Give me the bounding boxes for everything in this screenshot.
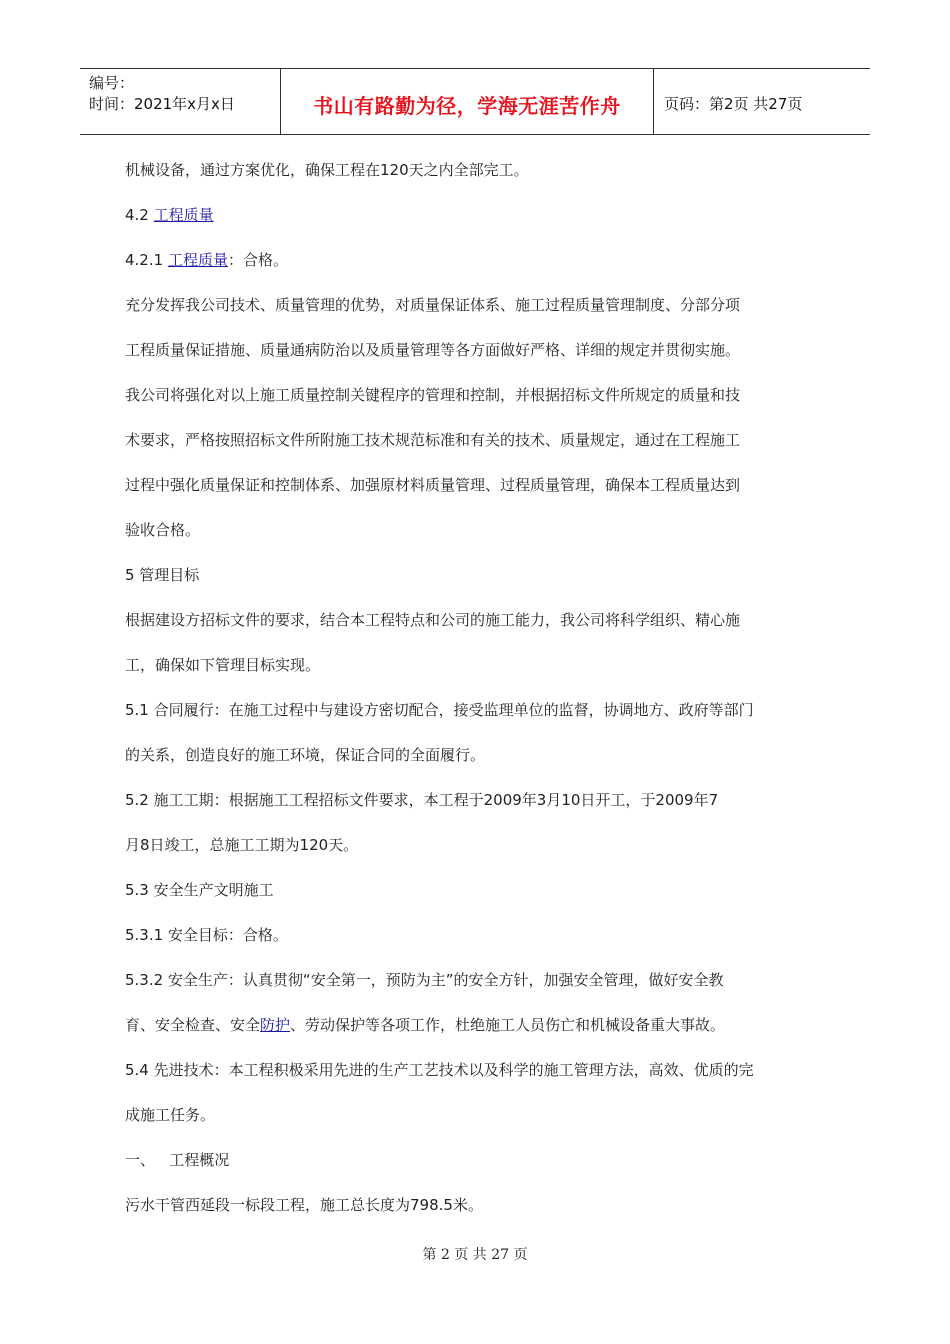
text-line: 的关系，创造良好的施工环境，保证合同的全面履行。 — [125, 746, 486, 764]
footer-page-number: 第 2 页 共 27 页 — [422, 1247, 528, 1263]
section-heading-project-overview: 一、 工程概况 — [125, 1151, 230, 1169]
text-line: 成施工任务。 — [125, 1106, 216, 1124]
document-number-label: 编号： — [89, 74, 135, 92]
paragraph-text: 育、安全检查、安全 — [125, 1016, 261, 1034]
text-line: 工，确保如下管理目标实现。 — [125, 656, 321, 674]
section-number: 4.2.1 — [125, 251, 168, 269]
header-motto: 书山有路勤为径，学海无涯苦作舟 — [281, 69, 654, 134]
paragraph-text: 、劳动保护等各项工作，杜绝施工人员伤亡和机械设备重大事故。 — [290, 1016, 726, 1034]
protection-link[interactable]: 防护 — [260, 1016, 291, 1034]
text-line: 5.2 施工工期：根据施工工程招标文件要求，本工程于2009年3月10日开工，于2009年7 — [125, 791, 719, 809]
paragraph-text: ：合格。 — [227, 251, 288, 269]
section-heading-4-2-1 — [125, 238, 835, 283]
section-heading-5-3: 5.3 安全生产文明施工 — [125, 881, 274, 899]
text-line: 术要求，严格按照招标文件所附施工技术规范标准和有关的技术、质量规定，通过在工程施工 — [125, 431, 741, 449]
text-line: 5.3.2 安全生产：认真贯彻“安全第一，预防为主”的安全方针，加强安全管理，做好安全教 — [125, 971, 724, 989]
page-footer — [0, 1244, 950, 1264]
text-line: 污水干管西延段一标段工程，施工总长度为798.5米。 — [125, 1196, 483, 1214]
text-line: 月8日竣工，总施工工期为120天。 — [125, 836, 359, 854]
header-page-info: 页码：第2页 共27页 — [664, 95, 803, 113]
paragraph: 机械设备，通过方案优化，确保工程在120天之内全部完工。 — [125, 161, 529, 179]
section-number: 4.2 — [125, 206, 154, 224]
text-line: 根据建设方招标文件的要求，结合本工程特点和公司的施工能力，我公司将科学组织、精心施 — [125, 611, 741, 629]
text-line: 我公司将强化对以上施工质量控制关键程序的管理和控制，并根据招标文件所规定的质量和技 — [125, 386, 741, 404]
section-heading-4-2 — [125, 193, 835, 238]
page-header — [80, 68, 870, 135]
text-line: 过程中强化质量保证和控制体系、加强原材料质量管理、过程质量管理，确保本工程质量达到 — [125, 476, 741, 494]
engineering-quality-link[interactable]: 工程质量 — [153, 206, 214, 224]
section-heading-5: 5 管理目标 — [125, 566, 200, 584]
document-body — [125, 148, 835, 1228]
header-meta — [80, 69, 281, 134]
section-heading-5-3-1: 5.3.1 安全目标：合格。 — [125, 926, 288, 944]
text-line: 充分发挥我公司技术、质量管理的优势，对质量保证体系、施工过程质量管理制度、分部分项 — [125, 296, 741, 314]
text-line: 5.4 先进技术：本工程积极采用先进的生产工艺技术以及科学的施工管理方法，高效、优质的完 — [125, 1061, 754, 1079]
text-line — [125, 1003, 835, 1048]
text-line: 工程质量保证措施、质量通病防治以及质量管理等各方面做好严格、详细的规定并贯彻实施。 — [125, 341, 741, 359]
text-line: 验收合格。 — [125, 521, 201, 539]
document-date: 时间：2021年x月x日 — [89, 95, 235, 113]
text-line: 5.1 合同履行：在施工过程中与建设方密切配合，接受监理单位的监督，协调地方、政府等部门 — [125, 701, 754, 719]
engineering-quality-link[interactable]: 工程质量 — [167, 251, 228, 269]
